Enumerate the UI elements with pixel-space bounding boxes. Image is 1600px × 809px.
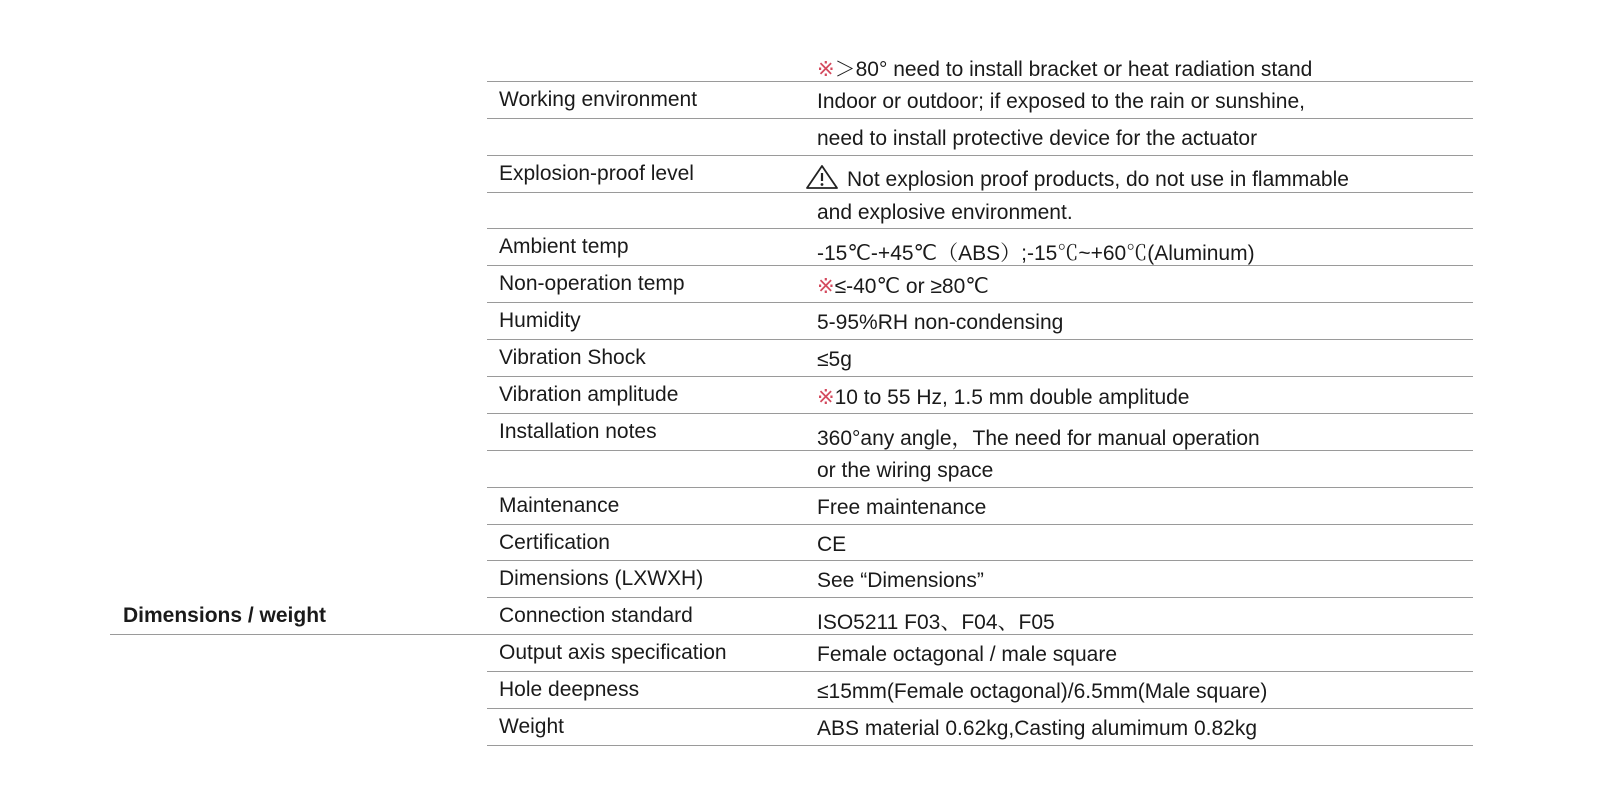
spec-row xyxy=(487,598,1473,635)
spec-label: Connection standard xyxy=(499,604,693,628)
spec-label: Working environment xyxy=(499,87,698,111)
spec-value: ≤15mm(Female octagonal)/6.5mm(Male square) xyxy=(817,680,1268,704)
spec-value: ＞80° need to install bracket or heat radiation stand xyxy=(834,58,1313,81)
spec-row xyxy=(487,82,1473,119)
warning-triangle-icon xyxy=(805,164,839,190)
spec-value: and explosive environment. xyxy=(817,200,1073,224)
spec-value: ≤5g xyxy=(817,348,852,372)
spec-value-wrap xyxy=(817,643,1117,667)
spec-value-wrap xyxy=(817,164,1349,192)
spec-row xyxy=(487,451,1473,488)
spec-value-wrap xyxy=(817,569,984,593)
spec-row xyxy=(487,340,1473,377)
spec-label: Hole deepness xyxy=(499,678,640,702)
spec-row xyxy=(487,672,1473,709)
spec-value: need to install protective device for the actuator xyxy=(817,126,1258,150)
spec-value: Indoor or outdoor; if exposed to the rain or sunshine, xyxy=(817,89,1305,113)
spec-value-wrap xyxy=(817,385,1189,410)
spec-value-wrap xyxy=(817,606,1055,636)
spec-value-wrap xyxy=(817,348,852,372)
spec-row xyxy=(487,488,1473,525)
spec-row xyxy=(487,156,1473,193)
note-mark-icon: ※ xyxy=(817,386,835,410)
spec-value-wrap xyxy=(817,53,1312,83)
note-mark-icon: ※ xyxy=(817,58,835,81)
spec-label: Maintenance xyxy=(499,493,620,517)
spec-row xyxy=(487,119,1473,156)
spec-value: CE xyxy=(817,532,847,556)
spec-label: Vibration Shock xyxy=(499,346,646,370)
spec-value: Free maintenance xyxy=(817,495,987,519)
spec-value: ISO5211 F03、F04、F05 xyxy=(817,611,1055,635)
spec-value-wrap xyxy=(817,201,1073,225)
spec-row xyxy=(487,525,1473,562)
spec-label: Humidity xyxy=(499,309,581,333)
spec-row xyxy=(487,266,1473,303)
note-mark-icon: ※ xyxy=(817,275,835,299)
spec-label: Vibration amplitude xyxy=(499,383,679,407)
spec-row xyxy=(487,193,1473,230)
spec-value: Female octagonal / male square xyxy=(817,643,1117,667)
spec-value-wrap xyxy=(817,717,1257,741)
spec-value: ≤-40℃ or ≥80℃ xyxy=(834,275,989,299)
section-label: Dimensions / weight xyxy=(123,604,327,627)
spec-row xyxy=(487,377,1473,414)
spec-row xyxy=(487,635,1473,672)
spec-value-wrap xyxy=(817,237,1255,267)
spec-row xyxy=(487,709,1473,746)
spec-row xyxy=(487,229,1473,266)
spec-value-wrap xyxy=(817,533,846,557)
spec-row xyxy=(487,303,1473,340)
spec-label: Weight xyxy=(499,715,564,739)
spec-row xyxy=(487,561,1473,598)
spec-value: See “Dimensions” xyxy=(817,569,984,593)
spec-value-wrap xyxy=(817,422,1260,452)
spec-label: Ambient temp xyxy=(499,235,629,259)
spec-label: Certification xyxy=(499,530,610,554)
spec-value-wrap xyxy=(817,311,1063,335)
spec-value-wrap xyxy=(817,459,993,483)
spec-value: 360°any angle，The need for manual operation xyxy=(817,426,1260,450)
spec-row xyxy=(487,45,1473,82)
spec-value: -15℃-+45℃（ABS）;-15℃~+60℃(Aluminum) xyxy=(817,242,1255,266)
spec-label: Explosion-proof level xyxy=(499,161,694,185)
spec-label: Dimensions (LXWXH) xyxy=(499,567,704,591)
spec-value-wrap xyxy=(817,680,1267,704)
spec-value-wrap xyxy=(817,127,1257,151)
spec-table xyxy=(487,45,1473,746)
spec-value-wrap xyxy=(817,90,1305,114)
spec-label: Output axis specification xyxy=(499,641,727,665)
spec-value: 10 to 55 Hz, 1.5 mm double amplitude xyxy=(834,386,1190,410)
spec-label: Installation notes xyxy=(499,419,657,443)
section-divider xyxy=(110,634,488,635)
spec-value: ABS material 0.62kg,Casting alumimum 0.82kg xyxy=(817,717,1258,741)
spec-label: Non-operation temp xyxy=(499,272,685,296)
spec-value: or the wiring space xyxy=(817,458,994,482)
spec-value: 5-95%RH non-condensing xyxy=(817,311,1064,335)
spec-value-wrap xyxy=(817,274,989,299)
spec-value-wrap xyxy=(817,496,986,520)
spec-row xyxy=(487,414,1473,451)
spec-value: Not explosion proof products, do not use in flammable xyxy=(847,167,1349,191)
